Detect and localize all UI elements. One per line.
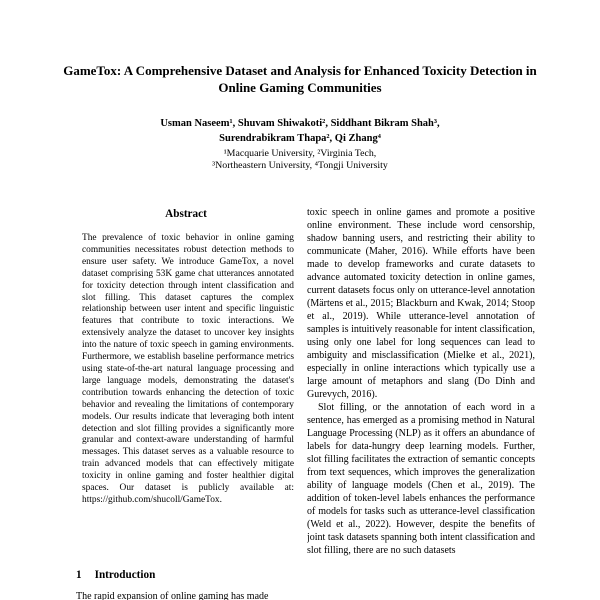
abstract-heading: Abstract [165,208,207,220]
body-paragraph-1: toxic speech in online games and promote a positive online environment. These include word censorship, shadow banning users, and restricting their ability to communicate (Maher, 2016). While efforts have been made to develop frameworks and curate datasets to advance automated toxicity detection in online games, current datasets focus only on utterance-level annotation (Märtens et al., 2015; Blackburn and Kwak, 2014; Stoop et al., 2019). While utterance-level annotation of samples is intuitively reasonable for intent classification, using only one label for long sequences can lead to ambiguity and misclassification (Mielke et al., 2021), especially in online interactions which typically use a large amount of metaphors and slang (Do Dinh and Gurevych, 2016). [307,207,535,400]
abstract-body-text: The prevalence of toxic behavior in online gaming communities necessitates robust detection methods to ensure user safety. We introduce GameTox, a novel dataset comprising 53K game chat utterances annotated for toxicity detection through intent classification and slot filling. This dataset captures the complex relationship between user intent and specific linguistic features that contribute to toxic interactions. We extensively analyze the dataset to uncover key insights into the nature of toxic speech in gaming environments. Furthermore, we establish baseline performance metrics using state-of-the-art natural language processing and large language models, demonstrating the dataset's contribution towards enhancing the detection of toxic behavior and revealing the limitations of contemporary models. Our results indicate that leveraging both intent detection and slot filling provides a significantly more granular and context-aware understanding of harmful messages. This dataset serves as a valuable resource to train advanced models that can effectively mitigate toxicity in online gaming and foster healthier digital spaces. Our dataset is publicly available at: [82,233,294,494]
author-line-1: Usman Naseem¹, Shuvam Shiwakoti², Siddhant Bikram Shah³, [160,118,440,129]
section-number: 1 [76,569,82,581]
author-list [80,116,520,146]
section-heading-introduction [76,569,296,581]
affiliation-line-1: ¹Macquarie University, ²Virginia Tech, [223,148,377,159]
right-column [307,206,535,600]
section-title: Introduction [94,569,156,581]
left-column [76,208,296,507]
introduction-first-line-clipped: The rapid expansion of online gaming has made [76,591,269,600]
body-paragraph-2: Slot filling, or the annotation of each word in a sentence, has emerged as a promising method in Natural Language Processing (NLP) as it offers an abundance of labels for data-hungry deep learning models. Further, slot filling facilitates the extraction of semantic concepts from text sequences, which improves the generalization ability of language models (Chen et al., 2019). The addition of token-level labels enhances the performance of models for tasks such as utterance-level classification (Weld et al., 2022). However, despite the benefits of joint task datasets spanning both intent classification and slot filling, there are no such datasets [307,402,535,556]
affiliation-line-2: ³Northeastern University, ⁴Tongji University [212,160,388,172]
introduction-section [76,569,296,600]
author-line-2: Surendrabikram Thapa², Qi Zhang⁴ [219,133,381,144]
affiliation-list [80,148,520,172]
dataset-url-link[interactable]: https://github.com/shucoll/GameTox. [82,494,222,505]
abstract-text [82,233,294,507]
page-title: GameTox: A Comprehensive Dataset and Analysis for Enhanced Toxicity Detection in Online Gaming Communities [63,63,537,95]
